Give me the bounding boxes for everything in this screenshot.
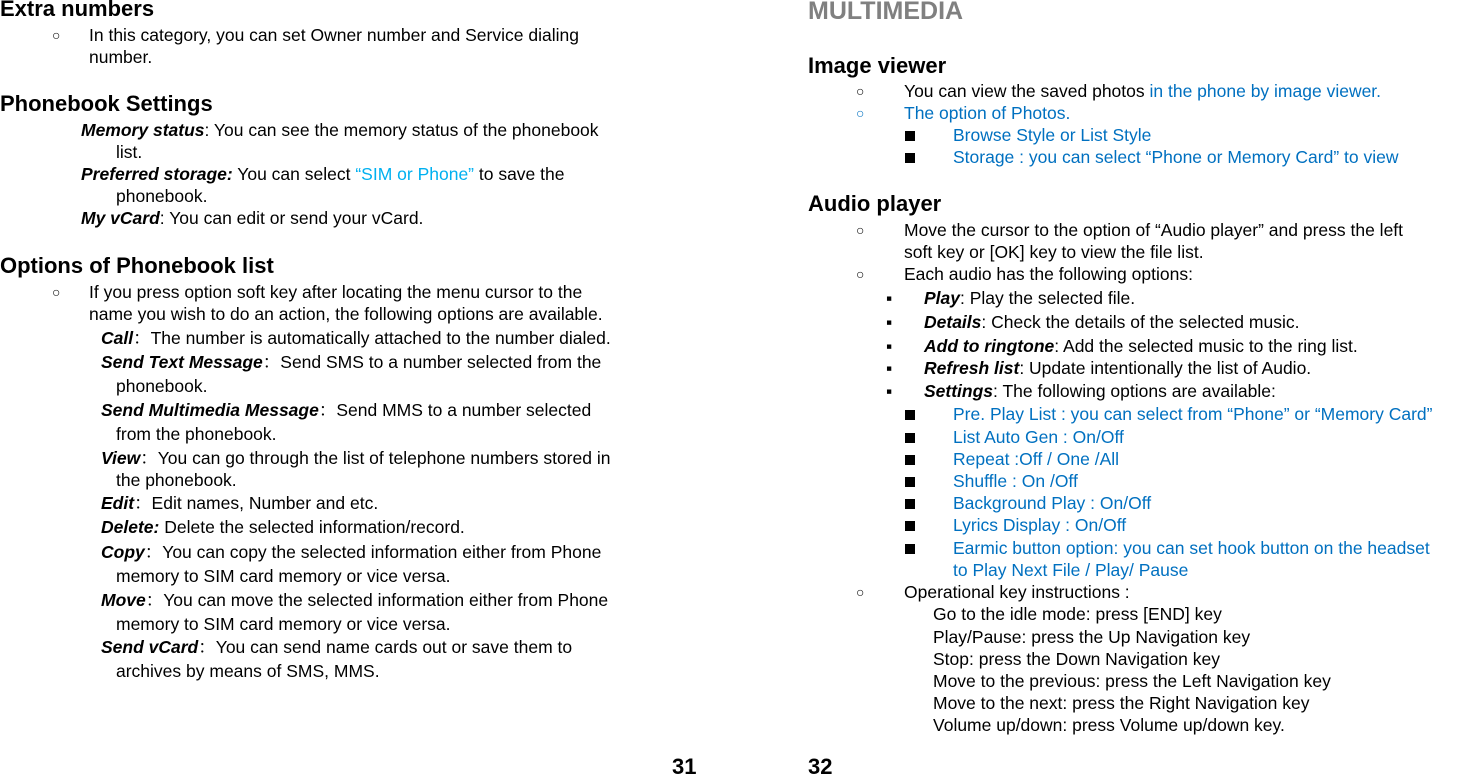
sub-option: Browse Style or List Style bbox=[953, 125, 1152, 145]
refresh-list-line bbox=[924, 357, 1311, 379]
paragraph-line: number. bbox=[89, 47, 153, 67]
paragraph-line: Operational key instructions : bbox=[904, 582, 1130, 602]
term: Memory status bbox=[81, 120, 205, 140]
definition: ：You can copy the selected information either from Phone bbox=[144, 542, 602, 562]
square-bullet-icon bbox=[905, 537, 915, 559]
paragraph-line: archives by means of SMS, MMS. bbox=[116, 661, 380, 681]
delete-line bbox=[101, 516, 465, 538]
paragraph-line: phonebook. bbox=[116, 186, 208, 206]
term: Call bbox=[101, 328, 134, 348]
send-multimedia-line bbox=[101, 399, 591, 421]
square-bullet-icon bbox=[905, 124, 915, 146]
term: Refresh list bbox=[924, 358, 1020, 378]
small-bullet: ▪ bbox=[886, 381, 893, 401]
definition: ：You can send name cards out or save them to bbox=[198, 637, 573, 657]
play-line bbox=[924, 287, 1135, 309]
key-instruction: Move to the next: press the Right Navigation key bbox=[933, 693, 1310, 713]
small-bullet: ▪ bbox=[886, 358, 893, 378]
paragraph-line: the phonebook. bbox=[116, 470, 237, 490]
paragraph-line: list. bbox=[116, 142, 143, 162]
call-line bbox=[101, 327, 611, 349]
bullet: ○ bbox=[856, 83, 865, 99]
term: Preferred storage: bbox=[81, 164, 233, 184]
paragraph-line: name you wish to do an action, the following options are available. bbox=[89, 304, 603, 324]
setting-option: to Play Next File / Play/ Pause bbox=[953, 560, 1189, 580]
definition: ：You can go through the list of telephone numbers stored in bbox=[140, 448, 611, 468]
paragraph-line: from the phonebook. bbox=[116, 424, 277, 444]
sub-option: Storage : you can select “Phone or Memory Card” to view bbox=[953, 147, 1399, 167]
view-line bbox=[101, 447, 610, 469]
bullet: ○ bbox=[856, 266, 865, 282]
term: Send Multimedia Message bbox=[101, 400, 319, 420]
multimedia-heading: MULTIMEDIA bbox=[808, 0, 964, 25]
page-number: 31 bbox=[672, 754, 697, 779]
square-bullet-icon bbox=[905, 403, 915, 425]
settings-line bbox=[924, 380, 1276, 402]
paragraph-line bbox=[904, 80, 1381, 102]
definition: ：Edit names, Number and etc. bbox=[134, 493, 379, 513]
key-instruction: Stop: press the Down Navigation key bbox=[933, 649, 1220, 669]
term: View bbox=[101, 448, 141, 468]
bullet: ○ bbox=[52, 27, 61, 43]
bullet: ○ bbox=[856, 222, 865, 238]
highlight-text: in the phone by image viewer. bbox=[1149, 81, 1382, 101]
paragraph-line: soft key or [OK] key to view the file list. bbox=[904, 242, 1204, 262]
key-instruction: Play/Pause: press the Up Navigation key bbox=[933, 627, 1251, 647]
my-vcard-line bbox=[81, 207, 423, 229]
square-bullet-icon bbox=[905, 426, 915, 448]
details-line bbox=[924, 311, 1299, 333]
paragraph-line: memory to SIM card memory or vice versa. bbox=[116, 614, 451, 634]
options-heading: Options of Phonebook list bbox=[0, 253, 274, 278]
definition: : You can edit or send your vCard. bbox=[159, 208, 424, 228]
key-instruction: Move to the previous: press the Left Navigation key bbox=[933, 671, 1331, 691]
term: Settings bbox=[924, 381, 994, 401]
setting-option: List Auto Gen : On/Off bbox=[953, 427, 1124, 447]
bullet: ○ bbox=[856, 584, 865, 600]
definition: ：You can move the selected information either from Phone bbox=[145, 590, 609, 610]
definition: ：Send MMS to a number selected bbox=[318, 400, 592, 420]
term: Send vCard bbox=[101, 637, 199, 657]
move-line bbox=[101, 589, 608, 611]
text: You can view the saved photos bbox=[904, 81, 1150, 101]
term: Copy bbox=[101, 542, 145, 562]
small-bullet: ▪ bbox=[886, 336, 893, 356]
definition: You can select bbox=[232, 164, 356, 184]
definition: Delete the selected information/record. bbox=[159, 517, 465, 537]
setting-option: Background Play : On/Off bbox=[953, 493, 1152, 513]
page-number: 32 bbox=[808, 754, 833, 779]
setting-option: Pre. Play List : you can select from “Phone” or “Memory Card” bbox=[953, 404, 1433, 424]
setting-option: Shuffle : On /Off bbox=[953, 471, 1078, 491]
setting-option: Repeat :Off / One /All bbox=[953, 449, 1120, 469]
square-bullet-icon bbox=[905, 470, 915, 492]
definition: to save the bbox=[474, 164, 565, 184]
send-text-line bbox=[101, 351, 601, 373]
term: My vCard bbox=[81, 208, 160, 228]
paragraph-line: Move the cursor to the option of “Audio player” and press the left bbox=[904, 220, 1404, 240]
send-vcard-line bbox=[101, 636, 572, 658]
term: Play bbox=[924, 288, 960, 308]
bullet: ○ bbox=[52, 284, 61, 300]
term: Delete: bbox=[101, 517, 160, 537]
definition: ：The number is automatically attached to the number dialed. bbox=[133, 328, 611, 348]
small-bullet: ▪ bbox=[886, 312, 893, 332]
term: Send Text Message bbox=[101, 352, 263, 372]
add-ringtone-line bbox=[924, 335, 1358, 357]
audio-player-heading: Audio player bbox=[808, 191, 942, 216]
paragraph-line: In this category, you can set Owner number and Service dialing bbox=[89, 25, 579, 45]
term: Move bbox=[101, 590, 146, 610]
square-bullet-icon bbox=[905, 492, 915, 514]
definition: : Check the details of the selected music. bbox=[981, 312, 1300, 332]
copy-line bbox=[101, 541, 601, 563]
image-viewer-heading: Image viewer bbox=[808, 53, 947, 78]
memory-status-line bbox=[81, 119, 599, 141]
setting-option: Earmic button option: you can set hook button on the headset bbox=[953, 538, 1430, 558]
paragraph-line: phonebook. bbox=[116, 376, 208, 396]
paragraph-line: The option of Photos. bbox=[904, 103, 1071, 123]
definition: : Add the selected music to the ring list. bbox=[1054, 336, 1358, 356]
phonebook-settings-heading: Phonebook Settings bbox=[0, 91, 213, 116]
setting-option: Lyrics Display : On/Off bbox=[953, 515, 1127, 535]
square-bullet-icon bbox=[905, 514, 915, 536]
term: Add to ringtone bbox=[924, 336, 1055, 356]
small-bullet: ▪ bbox=[886, 288, 893, 308]
preferred-storage-line bbox=[81, 163, 564, 185]
paragraph-line: If you press option soft key after locating the menu cursor to the bbox=[89, 282, 583, 302]
definition: : You can see the memory status of the phonebook bbox=[204, 120, 599, 140]
extra-numbers-heading: Extra numbers bbox=[0, 0, 155, 21]
key-instruction: Volume up/down: press Volume up/down key. bbox=[933, 715, 1285, 735]
square-bullet-icon bbox=[905, 146, 915, 168]
paragraph-line: Each audio has the following options: bbox=[904, 264, 1193, 284]
paragraph-line: memory to SIM card memory or vice versa. bbox=[116, 566, 451, 586]
definition: : The following options are available: bbox=[993, 381, 1276, 401]
definition: : Play the selected file. bbox=[960, 288, 1136, 308]
definition: ：Send SMS to a number selected from the bbox=[262, 352, 602, 372]
highlight-text: “SIM or Phone” bbox=[355, 164, 474, 184]
edit-line bbox=[101, 492, 378, 514]
square-bullet-icon bbox=[905, 448, 915, 470]
bullet: ○ bbox=[856, 105, 865, 121]
key-instruction: Go to the idle mode: press [END] key bbox=[933, 604, 1222, 624]
term: Edit bbox=[101, 493, 135, 513]
term: Details bbox=[924, 312, 982, 332]
definition: : Update intentionally the list of Audio. bbox=[1019, 358, 1312, 378]
